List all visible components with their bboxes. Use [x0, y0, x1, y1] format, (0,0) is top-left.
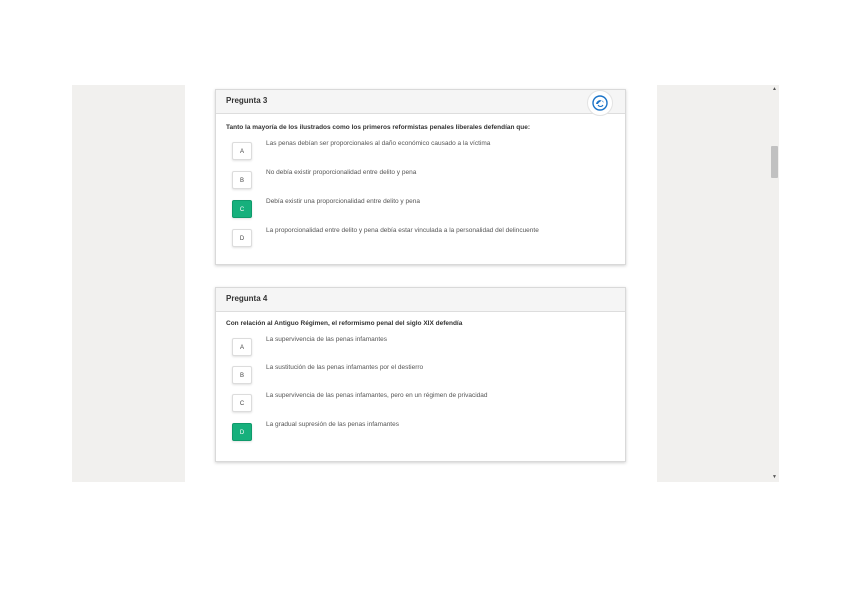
option-letter[interactable]: B [232, 366, 252, 384]
card-header [216, 288, 625, 312]
browser-viewport [72, 85, 779, 482]
option-text: No debía existir proporcionalidad entre delito y pena [266, 169, 417, 176]
option-letter-selected[interactable]: C [232, 200, 252, 218]
option-letter[interactable]: A [232, 142, 252, 160]
option-text: La supervivencia de las penas infamantes, pero en un régimen de privacidad [266, 392, 488, 399]
option-text: La sustitución de las penas infamantes por el destierro [266, 364, 424, 371]
answer-option-c[interactable] [232, 394, 592, 414]
answer-option-a[interactable] [232, 142, 592, 162]
question-text: Con relación al Antiguo Régimen, el reformismo penal del siglo XIX defendía [226, 320, 463, 327]
option-letter-selected[interactable]: D [232, 423, 252, 441]
question-text: Tanto la mayoría de los ilustrados como los primeros reformistas penales liberales defendían que: [226, 124, 531, 131]
option-text: La gradual supresión de las penas infamantes [266, 421, 399, 428]
option-letter[interactable]: C [232, 394, 252, 412]
answer-option-b[interactable] [232, 366, 592, 386]
scroll-down-arrow-icon[interactable]: ▼ [772, 474, 777, 480]
answer-option-a[interactable] [232, 338, 592, 358]
question-card-4 [215, 287, 626, 462]
question-title: Pregunta 4 [226, 294, 268, 303]
answer-option-d[interactable] [232, 423, 592, 443]
option-text: La proporcionalidad entre delito y pena debía estar vinculada a la personalidad del delincuente [266, 227, 539, 234]
question-title: Pregunta 3 [226, 96, 268, 105]
parrot-logo-icon[interactable] [587, 90, 613, 116]
answer-option-d[interactable] [232, 229, 592, 249]
answer-option-b[interactable] [232, 171, 592, 191]
vertical-scrollbar[interactable] [770, 85, 779, 482]
scrollbar-thumb[interactable] [771, 146, 778, 178]
option-letter[interactable]: B [232, 171, 252, 189]
option-text: Debía existir una proporcionalidad entre delito y pena [266, 198, 420, 205]
card-header [216, 90, 625, 114]
scroll-up-arrow-icon[interactable]: ▲ [772, 86, 777, 92]
quiz-content [185, 85, 657, 482]
option-text: La supervivencia de las penas infamantes [266, 336, 388, 343]
option-letter[interactable]: D [232, 229, 252, 247]
question-card-3 [215, 89, 626, 265]
option-letter[interactable]: A [232, 338, 252, 356]
answer-option-c[interactable] [232, 200, 592, 220]
option-text: Las penas debían ser proporcionales al daño económico causado a la víctima [266, 140, 491, 147]
